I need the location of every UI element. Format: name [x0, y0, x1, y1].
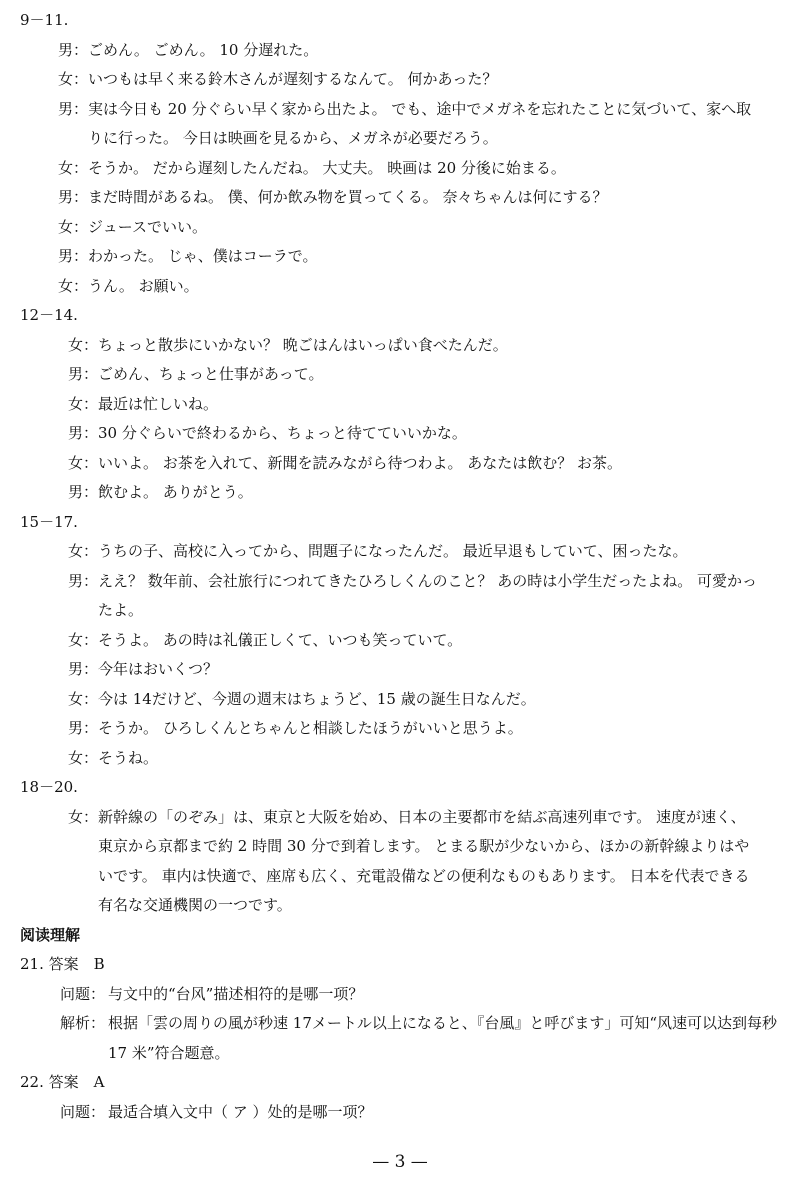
dialogue-line [20, 390, 780, 420]
speaker-label: 男： [68, 719, 99, 737]
answer-block [0, 950, 800, 1068]
answer-label: 21. 答案 B [20, 955, 105, 973]
utterance: 飲むよ。 ありがとう。 [98, 483, 253, 501]
dialogue-line [20, 272, 780, 302]
speaker-label: 男： [58, 99, 89, 118]
dialogue-section [0, 508, 800, 774]
item-key: 解析： [60, 1014, 106, 1032]
utterance: わかった。 じゃ、僕はコーラで。 [88, 247, 318, 265]
utterance: 今は 14だけど、今週の週末はちょうど、15 歳の誕生日なんだ。 [98, 689, 536, 708]
dialogue-line [20, 478, 780, 508]
dialogue-line [20, 449, 780, 479]
utterance: 実は今日も 20 分ぐらい早く家から出たよ。 でも、途中でメガネを忘れたことに気づいて、家へ取りに行った。 今日は映画を見るから、メガネが必要だろう。 [88, 99, 752, 147]
dialogue-line [20, 685, 780, 715]
speaker-label: 女： [68, 807, 99, 826]
utterance: うん。 お願い。 [88, 276, 199, 295]
speaker-label: 男： [68, 483, 99, 501]
speaker-label: 男： [58, 247, 89, 265]
answer-label: 22. 答案 A [20, 1073, 105, 1091]
dialogue-section [0, 301, 800, 508]
speaker-label: 女： [58, 217, 89, 236]
item-text: 与文中的“台风”描述相符的是哪一项？ [108, 984, 364, 1003]
utterance: そうよ。 あの時は礼儀正しくて、いつも笑っていて。 [98, 630, 463, 649]
utterance: ごめん。 ごめん。 10 分遅れた。 [88, 40, 319, 59]
speaker-label: 女： [68, 394, 99, 413]
speaker-label: 女： [68, 689, 99, 708]
reading-heading: 阅读理解 [20, 925, 81, 944]
dialogue-line [20, 65, 780, 95]
speaker-label: 女： [68, 630, 99, 649]
utterance: 30 分ぐらいで終わるから、ちょっと待てていいかな。 [98, 424, 467, 442]
utterance: そうか。 ひろしくんとちゃんと相談したほうがいいと思うよ。 [98, 719, 523, 737]
dialogue-line [20, 744, 780, 774]
answer-item [20, 1098, 780, 1128]
utterance: いいよ。 お茶を入れて、新聞を読みながら待つわよ。 あなたは飲む？ お茶。 [98, 453, 623, 472]
speaker-label: 女： [58, 70, 89, 88]
speaker-label: 男： [68, 660, 99, 678]
utterance: うちの子、高校に入ってから、問題子になったんだ。 最近早退もしていて、困ったな。 [98, 542, 688, 560]
speaker-label: 女： [58, 158, 89, 177]
document-page [0, 6, 800, 1127]
speaker-label: 女： [68, 453, 99, 472]
utterance: 新幹線の「のぞみ」は、東京と大阪を始め、日本の主要都市を結ぶ高速列車です。 速度が速く、東京から京都まで約 2 時間 30 分で到着します。 とまる駅が少ないから、ほかの新幹線よりはやいです。 車内は快適で、座席も広く、充電設備などの便利なものもあります。 日本を代表できる有名な交通機関の一つです。 [98, 807, 750, 914]
dialogue-line [20, 626, 780, 656]
answer-item [20, 980, 780, 1010]
utterance: そうね。 [98, 748, 159, 767]
item-key: 问题： [60, 1102, 106, 1121]
dialogue-line [20, 714, 780, 744]
speaker-label: 女： [58, 276, 89, 295]
dialogue-line [20, 154, 780, 184]
item-key: 问题： [60, 984, 106, 1003]
section-number: 9－11. [20, 11, 69, 29]
utterance: まだ時間があるね。 僕、何か飲み物を買ってくる。 奈々ちゃんは何にする？ [88, 188, 608, 206]
utterance: ごめん、ちょっと仕事があって。 [98, 365, 324, 383]
item-text: 根据「雲の周りの風が秒速 17メートル以上になると、『台風』と呼びます」可知“风速可以达到每秒 17 米”符合题意。 [108, 1014, 778, 1062]
dialogue-line [20, 95, 780, 154]
utterance: そうか。 だから遅刻したんだね。 大丈夫。 映画は 20 分後に始まる。 [88, 158, 566, 177]
section-number: 15－17. [20, 512, 78, 531]
speaker-label: 男： [58, 188, 89, 206]
dialogue-line [20, 360, 780, 390]
dialogue-line [20, 803, 780, 921]
answer-item [20, 1009, 780, 1068]
utterance: ええ？ 数年前、会社旅行につれてきたひろしくんのこと？ あの時は小学生だったよね。 可愛かったよ。 [98, 571, 758, 619]
utterance: ジュースでいい。 [88, 217, 207, 236]
utterance: 今年はおいくつ？ [98, 660, 219, 678]
section-number: 12－14. [20, 306, 78, 324]
answer-block [0, 1068, 800, 1127]
speaker-label: 男： [68, 365, 99, 383]
section-number: 18－20. [20, 778, 78, 796]
dialogue-section [0, 6, 800, 301]
speaker-label: 男： [68, 571, 99, 590]
dialogue-line [20, 36, 780, 66]
dialogue-line [20, 567, 780, 626]
utterance: ちょっと散歩にいかない？ 晩ごはんはいっぱい食べたんだ。 [98, 335, 508, 354]
utterance: いつもは早く来る鈴木さんが遅刻するなんて。 何かあった？ [88, 70, 498, 88]
dialogue-line [20, 242, 780, 272]
dialogue-line [20, 183, 780, 213]
page-number: — 3 — [372, 1152, 428, 1172]
monologue-section [0, 773, 800, 921]
utterance: 最近は忙しいね。 [98, 394, 219, 413]
speaker-label: 男： [58, 40, 89, 59]
speaker-label: 男： [68, 424, 99, 442]
dialogue-line [20, 331, 780, 361]
speaker-label: 女： [68, 335, 99, 354]
dialogue-line [20, 419, 780, 449]
dialogue-line [20, 537, 780, 567]
item-text: 最适合填入文中（ ア ）处的是哪一项？ [108, 1102, 373, 1121]
dialogue-line [20, 213, 780, 243]
dialogue-line [20, 655, 780, 685]
speaker-label: 女： [68, 748, 99, 767]
speaker-label: 女： [68, 542, 99, 560]
